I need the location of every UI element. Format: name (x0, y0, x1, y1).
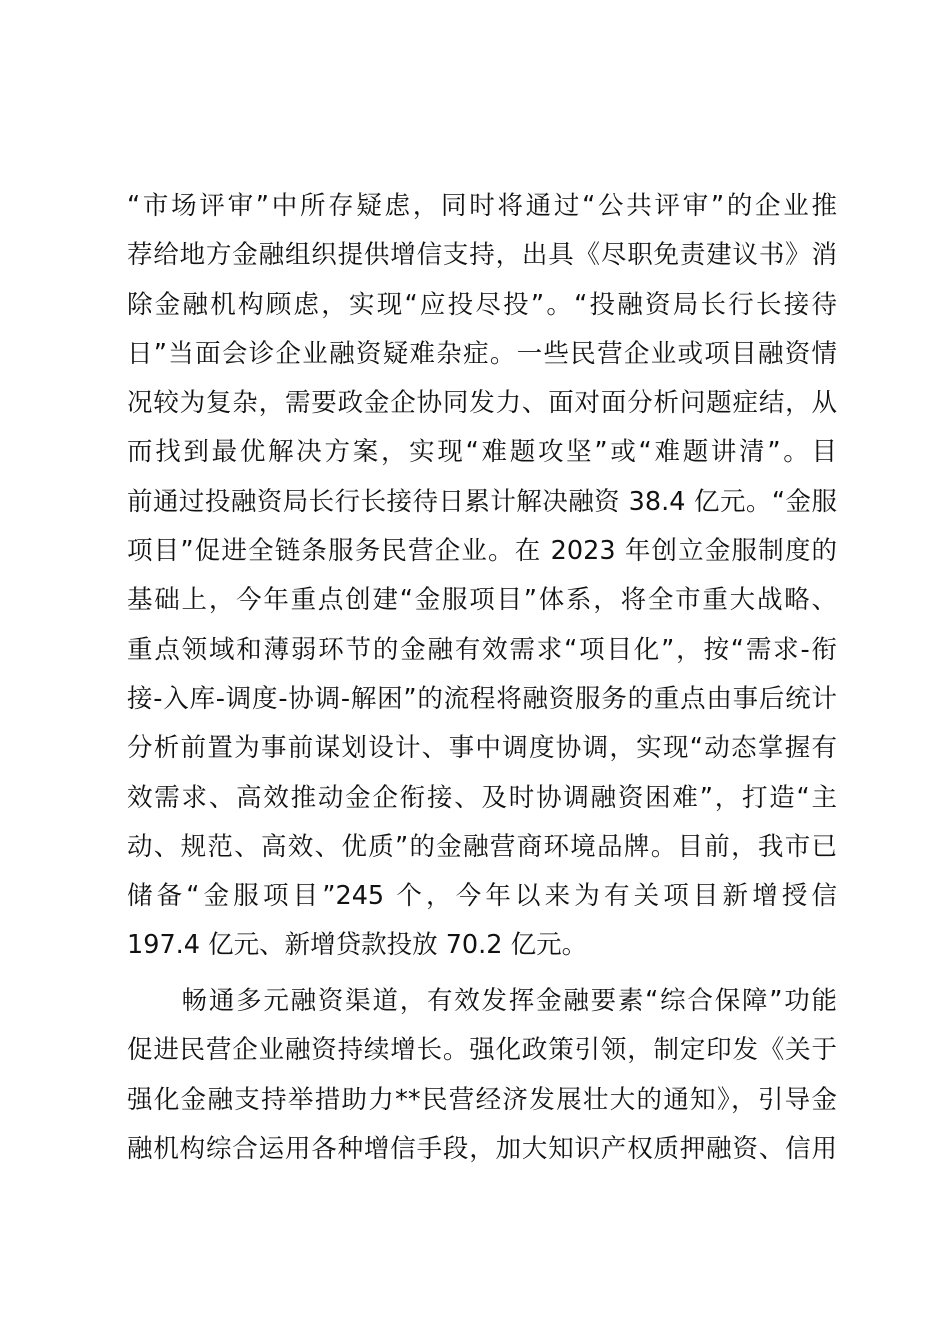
text-line: 基础上，今年重点创建“金服项目”体系，将全市重大战略、 (127, 585, 837, 616)
text-line: 荐给地方金融组织提供增信支持，出具《尽职免责建议书》消 (127, 240, 837, 271)
text-line: 接-入库-调度-协调-解困”的流程将融资服务的重点由事后统计 (127, 683, 837, 714)
text-line: 前通过投融资局长行长接待日累计解决融资 38.4 亿元。“金服 (127, 486, 837, 517)
text-line: 197.4 亿元、新增贷款投放 70.2 亿元。 (127, 930, 588, 961)
text-line: 重点领域和薄弱环节的金融有效需求“项目化”，按“需求-衔 (127, 634, 837, 665)
paragraph-1 (127, 182, 837, 971)
text-line: 促进民营企业融资持续增长。强化政策引领，制定印发《关于 (127, 1035, 837, 1066)
text-line: 动、规范、高效、优质”的金融营商环境品牌。目前，我市已 (127, 831, 837, 862)
text-line: 效需求、高效推动金企衔接、及时协调融资困难”，打造“主 (127, 782, 837, 813)
text-line: 融机构综合运用各种增信手段，加大知识产权质押融资、信用 (127, 1133, 837, 1164)
text-line: 分析前置为事前谋划设计、事中调度协调，实现“动态掌握有 (127, 733, 837, 764)
text-line: 畅通多元融资渠道，有效发挥金融要素“综合保障”功能 (127, 986, 837, 1016)
text-line: 况较为复杂，需要政金企协同发力、面对面分析问题症结，从 (127, 388, 837, 419)
text-line: “市场评审”中所存疑虑，同时将通过“公共评审”的企业推 (127, 191, 837, 221)
paragraph-2 (127, 977, 837, 1174)
text-line: 除金融机构顾虑，实现“应投尽投”。“投融资局长行长接待 (127, 289, 837, 320)
text-line: 而找到最优解决方案，实现“难题攻坚”或“难题讲清”。目 (127, 437, 837, 468)
text-line: 强化金融支持举措助力**民营经济发展壮大的通知》，引导金 (127, 1084, 837, 1115)
text-line: 项目”促进全链条服务民营企业。在 2023 年创立金服制度的 (127, 536, 837, 567)
text-line: 日”当面会诊企业融资疑难杂症。一些民营企业或项目融资情 (127, 338, 837, 369)
text-line: 储备“金服项目”245 个，今年以来为有关项目新增授信 (127, 881, 837, 912)
